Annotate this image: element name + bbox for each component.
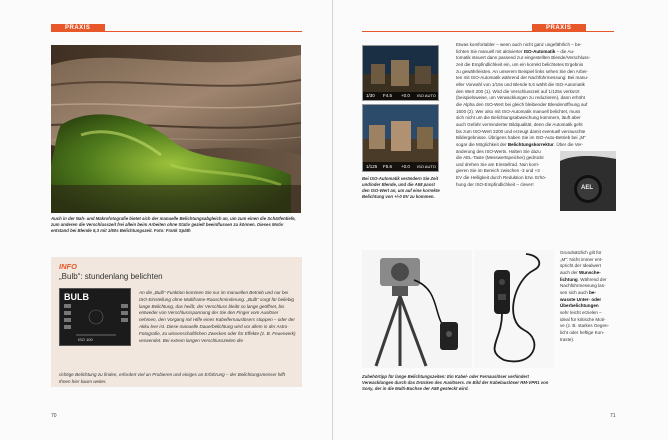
side-line: lichtung. Während der [560, 276, 607, 282]
body-line: (beispielsweise, um Verwacklungen zu reduzieren), dann erhöht [456, 95, 585, 101]
info-title: INFO [59, 262, 77, 271]
body-line: sogar die Möglichkeit der Belichtungskorrektur. Über die Ver- [456, 141, 584, 147]
cable-release-photo [474, 250, 554, 368]
body-line: 1600 (2). Wer also mit ISO-Automatik manuell belichtet, muss [456, 108, 581, 114]
info-subtitle: „Bulb“: stundenlang belichten [59, 272, 163, 281]
side-line: sehr leicht erzielen – [560, 309, 602, 315]
body-line: bis zum ISO-Wert 3200 und erzeugt damit eventuell verrauschte [456, 128, 586, 134]
side-line: sen sich auch be- [560, 289, 596, 295]
lcd1-iso: ISO AUTO [417, 93, 436, 98]
correction-emphasis: Belichtungskorrektur [507, 141, 554, 147]
body-line: sich nicht um die Belichtungsabweichung kümmern, läuft aber [456, 115, 581, 121]
left-header-label: PRAXIS [51, 24, 104, 32]
page-number-right: 71 [610, 413, 616, 419]
remote-tripod-photo [362, 250, 472, 368]
left-page [0, 0, 333, 440]
body-line: auch Gefahr verminderter Bildqualität, denn die Automatik geht [456, 121, 583, 127]
side-line: Nachführmessung las- [560, 283, 606, 289]
side-line: ve (z. B. starkes Gegen- [560, 323, 610, 329]
camera-lcd-iso-auto-1 [362, 45, 439, 101]
body-line: die Alpha den ISO-Wert bei gleich bleibender Blendenöffnung auf [456, 101, 588, 107]
side-line: wusste Unter- oder [560, 296, 602, 302]
ael-label: AEL [581, 185, 593, 191]
lcd-bulb-label: BULB [64, 292, 89, 302]
remote-caption: Zubehörtipp für lange Belichtungszeiten: Ein Kabel- oder Fernauslöser verhindert Verwacklungen durch das Drücken des Auslösers. Im Bild der Kabelauslöser RM-VPR1 von Sony, der in die Multi-Buchse der A58 gesteckt wird. [362, 374, 549, 391]
side-line: auch der Wunsche- [560, 269, 601, 275]
body-line: tomatik steuert dann passend zur eingestellten Blende/Verschluss- [456, 55, 591, 61]
iso-auto-emphasis: ISO-Automatik [523, 48, 556, 54]
left-header-rule [51, 31, 302, 32]
body-line: EV die Helligkeit durch Reduktion bzw. Erhö- [456, 175, 547, 181]
body-line: lichten Sie manuell mit aktivierter ISO-Automatik – die Au- [456, 48, 575, 54]
lcd2-exp: +0.0 [401, 164, 410, 169]
body-line: den Wert 200 (1). Wird die Verschlusszeit auf 1/125s verkürzt [456, 88, 580, 94]
lcd-caption: Bei ISO-Automatik verändern Sie Zeit und/oder Blende, und die A58 passt den ISO-Wert an, um auf eine korrekte Belichtung von +/-0 EV zu kommen. [362, 176, 440, 199]
moss-photo-caption: Auch in der Nah- und Makrofotografie bietet sich der manuelle Belichtungsabgleich an, um zum einen die Schärfentiefe, zum anderen die Verschlusszeit frei allein beim Arbeiten ohne Stativ gezielt beeinflussen zu können. Dieses Motiv entstand bei Blende 5,3 mit 1/60s Belichtungszeit. Foto: Frank Späth [51, 216, 296, 233]
body-line: Bildergebnisse. Übrigens haben Sie im ISO-Auto-Betrieb bei „M“ [456, 135, 586, 141]
body-line: hung der ISO-Empfindlichkeit – clever! [456, 181, 534, 187]
lcd2-shutter: 1/125 [366, 164, 378, 169]
body-line: zeit die Empfindlichkeit ein, um ein korrekt belichtetes Ergebnis [456, 61, 584, 67]
body-line: änderung des ISO-Werts. Halten Sie dazu [456, 148, 541, 154]
ael-button-photo [560, 151, 616, 211]
info-box [51, 257, 302, 387]
side-line: spricht der Idealwert [560, 263, 601, 269]
camera-lcd-bulb [59, 288, 131, 346]
lcd1-aperture: F4.5 [383, 93, 393, 98]
page-number-left: 70 [51, 413, 57, 419]
side-line: ideal für kritische Moti- [560, 316, 606, 322]
right-header-rule [362, 31, 614, 32]
right-header-label: PRAXIS [532, 24, 585, 32]
lcd1-shutter: 1/30 [366, 93, 375, 98]
lcd1-exp: +0.0 [401, 93, 410, 98]
side-line: licht oder heftige Kon- [560, 329, 605, 335]
lcd-iso-label: ISO 100 [78, 337, 93, 342]
body-line: und drehen Sie am Einstellrad. Nun korri- [456, 161, 540, 167]
side-column [560, 250, 618, 343]
body-line: ten mit ISO-Automatik während der Nachführmessung: Bei manu- [456, 75, 589, 81]
info-text-beside: An die „Bulb“-Funktion kommen Sie nur im manuellen Betrieb und nur bei ISO-Einstellung ohne Multiframe-Rauschminderung. „Bulb“ sorgt für beliebig lange Belichtung, das heißt, der Verschluss bleibt so lange geöffnet, bis entweder von Verschlussspannung der Sie den Finger vom Auslöser nehmen, den Vorgang mit Hilfe eines Kabelfernauslösers stoppen – oder der Akku leer ist. Diese manuelle Dauerbelichtung wird vor allem in der Astro-Fotografie, zu wissenschaftlichen Zwecken oder für Effekte (z. B. Feuerwerk) verwendet. Bei extrem langen Verschlusszeiten die [139, 290, 296, 343]
body-line: gieren Sie im Bereich zwischen -3 und +3 [456, 168, 540, 174]
side-line: „M“: Nicht immer ent- [560, 256, 603, 262]
info-text-below: richtige Belichtung zu finden, erfordert viel an Probieren und einiges an Erfahrung – der Belichtungsmesser hilft Ihnen hier kaum weiter. [59, 372, 285, 384]
body-line: die AEL-Taste (Messwertspeicher) gedrückt [456, 155, 544, 161]
lcd2-aperture: F5.6 [383, 164, 393, 169]
side-line: Überbelichtungen [560, 303, 599, 309]
moss-photo [51, 45, 301, 213]
camera-lcd-iso-auto-2 [362, 104, 439, 172]
body-line: eller Vorwahl von 1/15s und Blende 5,6 wählt die ISO-Automatik [456, 81, 585, 87]
lcd2-iso: ISO AUTO [417, 164, 436, 169]
body-line: Etwas komfortabler – wenn auch nicht ganz ungefährlich – be- [456, 42, 582, 47]
side-line: Grundsätzlich gilt für [560, 250, 602, 255]
right-page [334, 0, 668, 440]
side-line: traste). [560, 336, 575, 342]
body-line: zu gewährleisten. An unserem Beispiel links sehen Sie den Arbei- [456, 68, 588, 74]
